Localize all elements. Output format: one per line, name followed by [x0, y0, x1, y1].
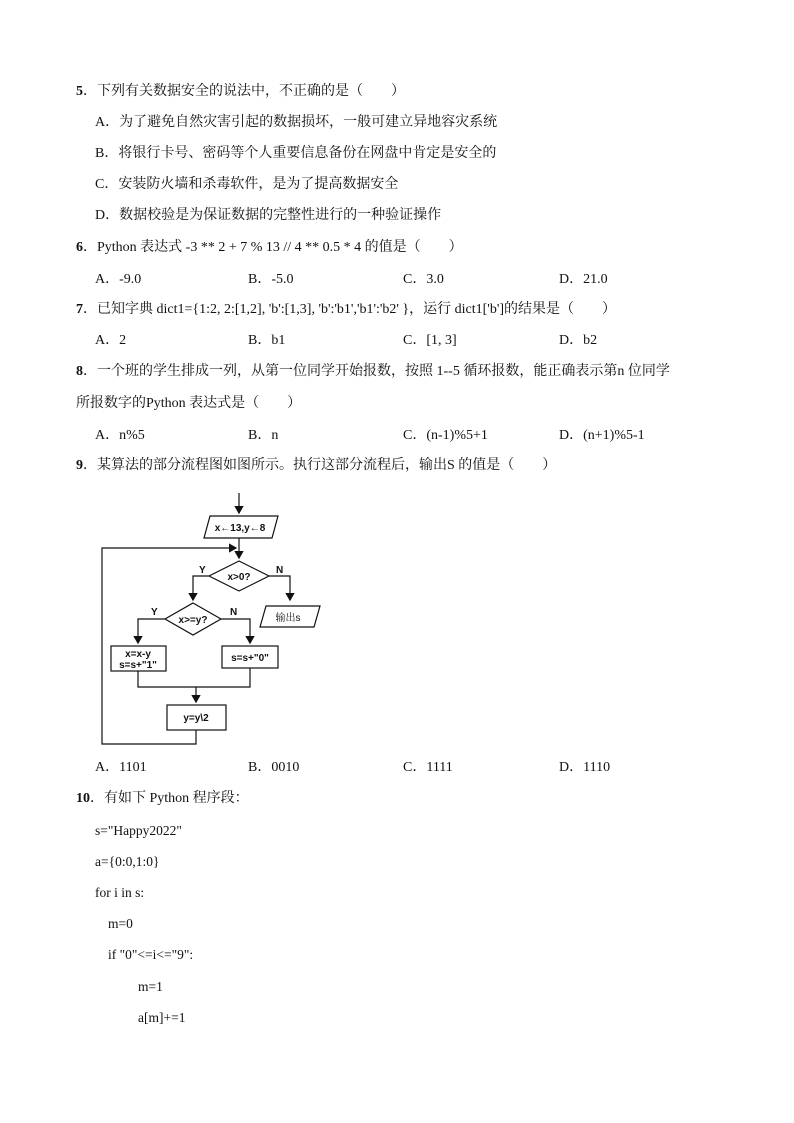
- q9-option-c: C．1111: [403, 760, 453, 775]
- question-10-stem: [76, 790, 249, 808]
- bottom-process-box: [167, 705, 226, 730]
- question-text: ．有如下 Python 程序段：: [90, 791, 249, 806]
- question-number: 9: [76, 458, 83, 473]
- question-text: ．已知字典 dict1={1:2, 2:[1,2], 'b':[1,3], 'b':'b1','b1':'b2' }，运行 dict1['b']的结果是（ ）: [83, 302, 617, 317]
- no-label: N: [276, 565, 284, 576]
- question-7-stem: [76, 301, 616, 319]
- condition-diamond-1: [209, 561, 269, 591]
- bottom-box-label: y=y\2: [183, 713, 209, 724]
- left-box-line-2: s=s+"1": [119, 660, 157, 671]
- merge-line: [138, 668, 250, 687]
- question-6-stem: [76, 239, 463, 257]
- arrow: [138, 619, 165, 643]
- question-text: ．下列有关数据安全的说法中，不正确的是（ ）: [83, 84, 405, 99]
- q5-option-d: D．数据校验是为保证数据的完整性进行的一种验证操作: [95, 208, 442, 223]
- q8-option-b: B．n: [248, 428, 279, 443]
- question-number: 7: [76, 302, 83, 317]
- left-process-box: [111, 646, 166, 671]
- code-line: m=0: [108, 916, 133, 931]
- init-box: [204, 516, 278, 538]
- q8-option-d: D．(n+1)%5-1: [559, 428, 645, 443]
- q9-option-b: B．0010: [248, 760, 300, 775]
- q6-option-a: A．-9.0: [95, 272, 142, 287]
- question-9-stem: [76, 457, 556, 475]
- q6-option-c: C．3.0: [403, 272, 444, 287]
- question-number: 10: [76, 791, 90, 806]
- q8-option-c: C．(n-1)%5+1: [403, 428, 488, 443]
- arrow: [269, 576, 290, 600]
- output-box: [260, 606, 320, 627]
- question-8-stem-continued: 所报数字的Python 表达式是（ ）: [76, 396, 302, 411]
- right-box-label: s=s+"0": [231, 653, 269, 664]
- question-5-stem: [76, 83, 405, 101]
- left-box-line-1: x=x-y: [125, 649, 151, 660]
- q7-option-a: A．2: [95, 333, 127, 348]
- question-number: 5: [76, 84, 83, 99]
- question-text: ．某算法的部分流程图如图所示。执行这部分流程后，输出S 的值是（ ）: [83, 458, 557, 473]
- question-text: ．一个班的学生排成一列，从第一位同学开始报数，按照 1--5 循环报数，能正确表示第n 位同学: [83, 364, 670, 379]
- question-number: 8: [76, 364, 83, 379]
- q5-option-a: A．为了避免自然灾害引起的数据损坏，一般可建立异地容灾系统: [95, 115, 498, 130]
- init-label: x←13,y←8: [214, 523, 266, 534]
- condition-2-label: x>=y?: [178, 615, 208, 626]
- q8-option-a: A．n%5: [95, 428, 145, 443]
- q5-option-c: C．安装防火墙和杀毒软件，是为了提高数据安全: [95, 177, 399, 192]
- condition-diamond-2: [165, 603, 221, 635]
- yes-label: Y: [199, 565, 206, 576]
- condition-1-label: x>0?: [227, 572, 251, 583]
- q5-option-b: B．将银行卡号、密码等个人重要信息备份在网盘中肯定是安全的: [95, 146, 497, 161]
- q7-option-b: B．b1: [248, 333, 286, 348]
- q9-option-d: D．1110: [559, 760, 611, 775]
- right-process-box: [222, 646, 278, 668]
- q6-option-d: D．21.0: [559, 272, 608, 287]
- q7-option-d: D．b2: [559, 333, 598, 348]
- code-line: for i in s:: [95, 885, 145, 900]
- question-text: ．Python 表达式 -3 ** 2 + 7 % 13 // 4 ** 0.5 * 4 的值是（ ）: [83, 240, 463, 255]
- code-line: a[m]+=1: [138, 1010, 186, 1025]
- code-line: s="Happy2022": [95, 823, 182, 838]
- no-label: N: [230, 607, 238, 618]
- q9-option-a: A．1101: [95, 760, 147, 775]
- code-line: a={0:0,1:0}: [95, 854, 160, 869]
- code-line: m=1: [138, 979, 163, 994]
- output-label: 输出s: [275, 613, 301, 624]
- arrow: [221, 619, 250, 643]
- q7-option-c: C．[1, 3]: [403, 333, 457, 348]
- q6-option-b: B．-5.0: [248, 272, 294, 287]
- yes-label: Y: [151, 607, 158, 618]
- question-8-stem: [76, 363, 670, 381]
- question-number: 6: [76, 240, 83, 255]
- loop-back-line: [102, 548, 236, 744]
- code-line: if "0"<=i<="9":: [108, 947, 194, 962]
- arrow: [193, 576, 209, 600]
